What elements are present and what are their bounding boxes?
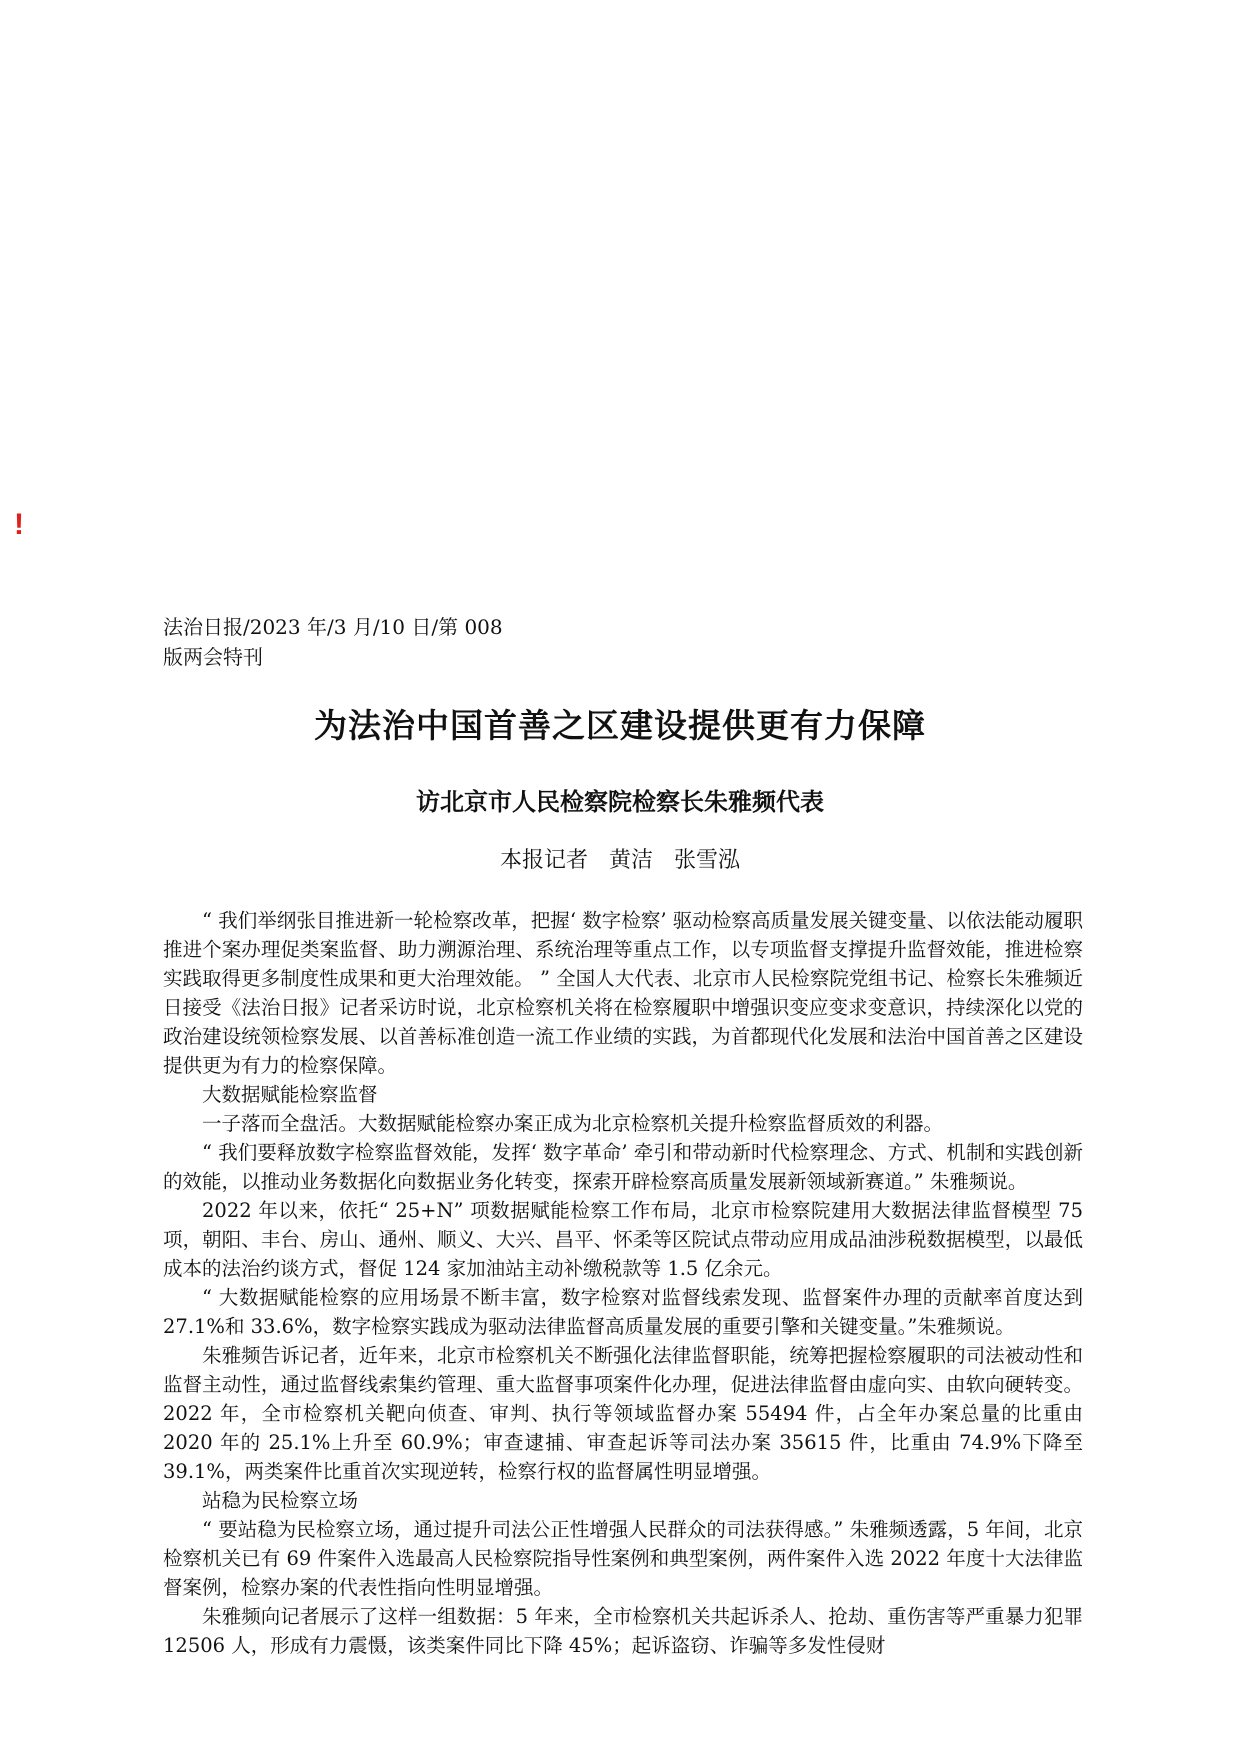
paragraph: 一子落而全盘活。大数据赋能检察办案正成为北京检察机关提升检察监督质效的利器。 [202,1112,944,1135]
paragraph: 2022 年以来，依托“ 25+N” 项数据赋能检察工作布局，北京市检察院建用大数据法律监督模型 75 项，朝阳、丰台、房山、通州、顺义、大兴、昌平、怀柔等区院试点带动应用成品油涉税数据模型，以最低成本的法治约谈方式，督促 124 家加油站主动补缴税款等 1.5 亿余元。 [163,1199,1083,1280]
article-subtitle: 访北京市人民检察院检察长朱雅频代表 [416,788,824,816]
paragraph: “ 要站稳为民检察立场，通过提升司法公正性增强人民群众的司法获得感。” 朱雅频透露，5 年间，北京检察机关已有 69 件案件入选最高人民检察院指导性案例和典型案例，两件案件入选 2022 年度十大法律监督案例，检察办案的代表性指向性明显增强。 [163,1518,1083,1599]
section-heading: 站稳为民检察立场 [202,1489,359,1512]
paragraph: “ 大数据赋能检察的应用场景不断丰富，数字检察对监督线索发现、监督案件办理的贡献率首度达到 27.1%和 33.6%，数字检察实践成为驱动法律监督高质量发展的重要引擎和关键变量。”朱雅频说。 [163,1286,1083,1338]
article-body [163,906,1083,1660]
warning-marker: ! [14,508,24,541]
section-heading: 大数据赋能检察监督 [202,1083,378,1106]
paragraph: “ 我们举纲张目推进新一轮检察改革，把握‘ 数字检察’ 驱动检察高质量发展关键变量、以依法能动履职推进个案办理促类案监督、助力溯源治理、系统治理等重点工作，以专项监督支撑提升监督效能，推进检察实践取得更多制度性成果和更大治理效能。 ” 全国人大代表、北京市人民检察院党组书记、检察长朱雅频近日接受《法治日报》记者采访时说，北京检察机关将在检察履职中增强识变应变求变意识，持续深化以党的政治建设统领检察发展、以首善标准创造一流工作业绩的实践，为首都现代化发展和法治中国首善之区建设提供更为有力的检察保障。 [163,909,1083,1077]
paragraph: “ 我们要释放数字检察监督效能，发挥‘ 数字革命’ 牵引和带动新时代检察理念、方式、机制和实践创新的效能，以推动业务数据化向数据业务化转变，探索开辟检察高质量发展新领域新赛道。” 朱雅频说。 [163,1141,1083,1193]
byline: 本报记者 黄洁 张雪泓 [500,848,740,873]
article-title: 为法治中国首善之区建设提供更有力保障 [314,706,926,745]
paragraph: 朱雅频告诉记者，近年来，北京市检察机关不断强化法律监督职能，统筹把握检察履职的司法被动性和监督主动性，通过监督线索集约管理、重大监督事项案件化办理，促进法律监督由虚向实、由软向硬转变。2022 年，全市检察机关靶向侦查、审判、执行等领域监督办案 55494 件，占全年办案总量的比重由 2020 年的 25.1%上升至 60.9%；审查逮捕、审查起诉等司法办案 35615 件，比重由 74.9%下降至 39.1%，两类案件比重首次实现逆转，检察行权的监督属性明显增强。 [163,1344,1083,1483]
source-line: 法治日报/2023 年/3 月/10 日/第 008 版两会特刊 [163,615,503,669]
paragraph: 朱雅频向记者展示了这样一组数据：5 年来，全市检察机关共起诉杀人、抢劫、重伤害等严重暴力犯罪 12506 人，形成有力震慑，该类案件同比下降 45%；起诉盗窃、诈骗等多发性侵财 [163,1605,1083,1657]
